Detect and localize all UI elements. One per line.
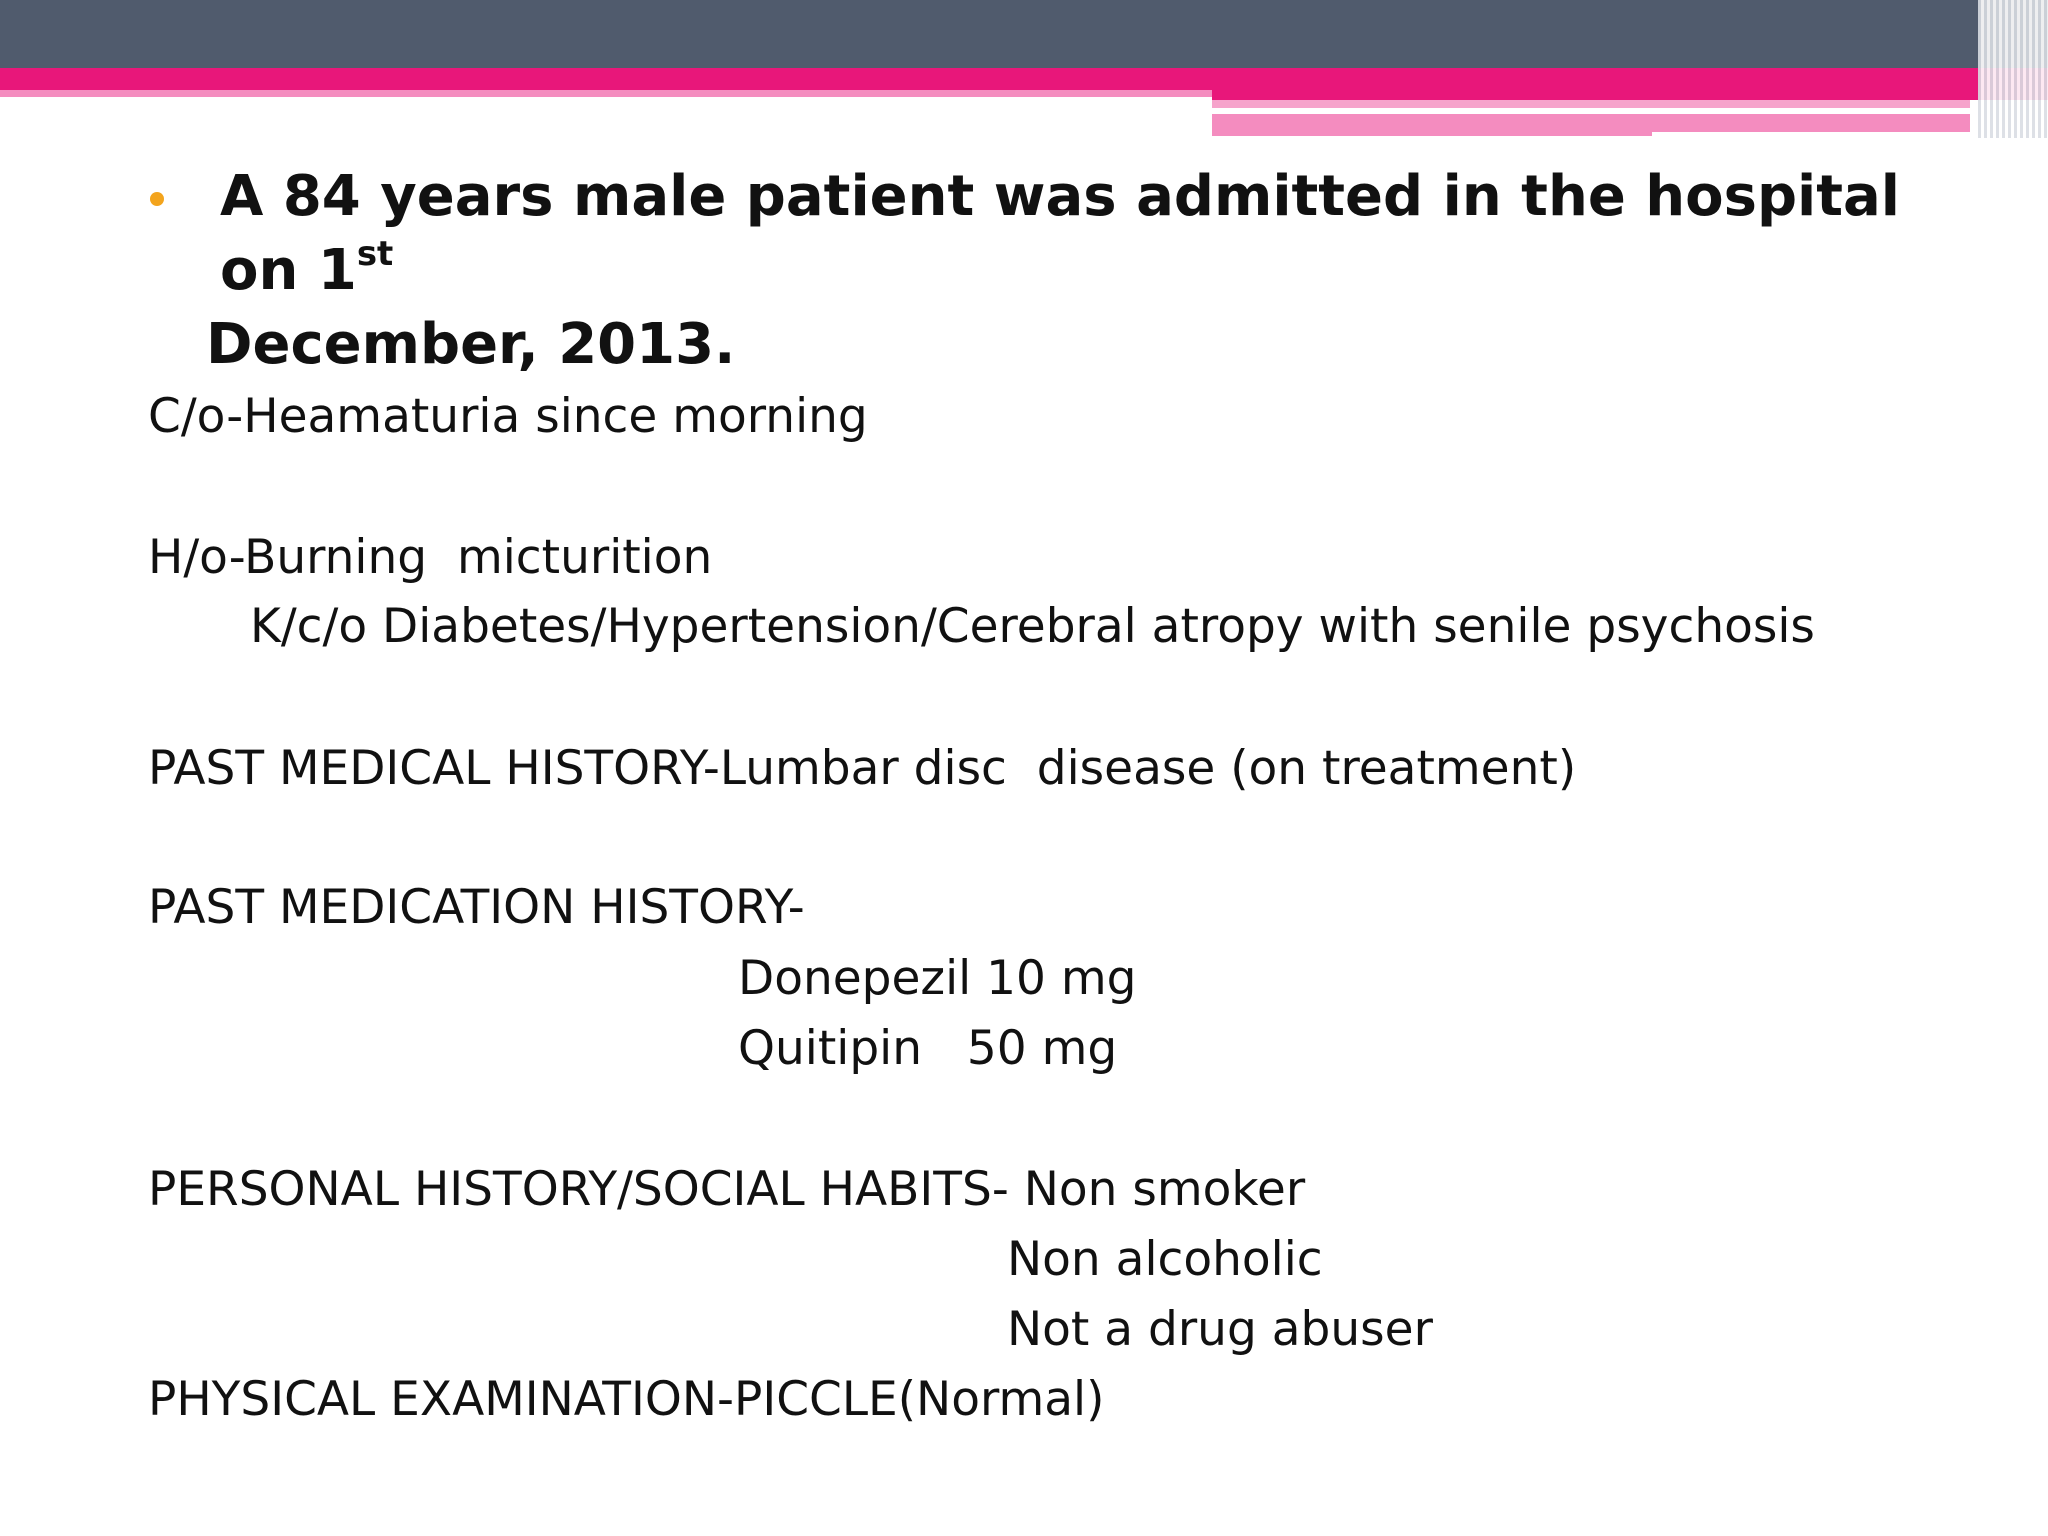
title-line-1 [206,160,1966,308]
header-pink-stripe-right [1212,68,2048,100]
past-medication-history-heading: PAST MEDICATION HISTORY- [148,880,805,935]
history-text: H/o-Burning micturition [148,530,713,585]
title-superscript: st [356,234,394,274]
past-medical-history-text: PAST MEDICAL HISTORY-Lumbar disc disease (on treatment) [148,741,1577,796]
header-stripe-pattern [1978,0,2048,138]
title-line-2: December, 2013. [206,312,736,377]
header-light-stripe-right [1212,100,1970,108]
header-pink-thin-stripe [0,90,1212,97]
complaint-text: C/o-Heamaturia since morning [148,389,868,444]
header-pink-stripe [0,68,1212,90]
social-habit-item: Non alcoholic [1007,1232,1323,1287]
personal-history-heading: PERSONAL HISTORY/SOCIAL HABITS- Non smoker [148,1162,1306,1217]
title-line-1-text: A 84 years male patient was admitted in the hospital on 1 [220,164,1900,303]
known-conditions-text: K/c/o Diabetes/Hypertension/Cerebral atropy with senile psychosis [250,599,1815,654]
physical-examination-text: PHYSICAL EXAMINATION-PICCLE(Normal) [148,1372,1105,1427]
social-habit-item: Not a drug abuser [1007,1302,1433,1357]
medication-item: Quitipin 50 mg [738,1021,1118,1076]
bullet-icon [150,192,164,206]
header-light-block-left [1212,114,1652,136]
slide-title [206,160,1966,382]
medication-item: Donepezil 10 mg [738,951,1137,1006]
header-light-block-right [1652,114,1970,132]
header-band [0,0,2048,68]
